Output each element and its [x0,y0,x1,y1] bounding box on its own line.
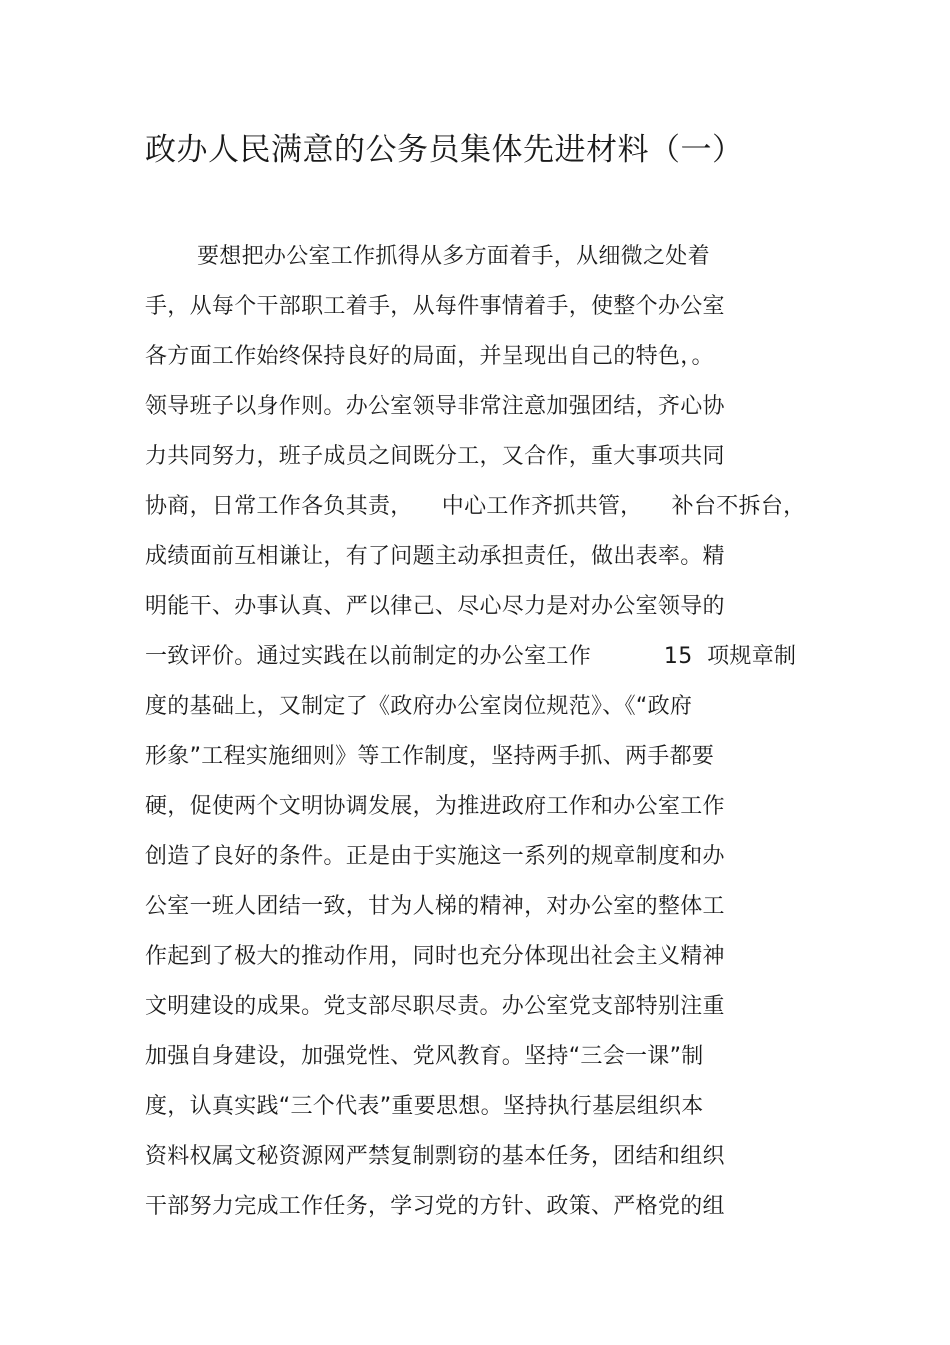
paragraph-line: 一致评价。通过实践在以前制定的办公室工作 15 项规章制 [145,644,797,669]
paragraph-line: 要想把办公室工作抓得从多方面着手，从细微之处着 [197,244,710,269]
paragraph-line: 形象”工程实施细则》等工作制度，坚持两手抓、两手都要 [145,744,715,769]
paragraph-line: 力共同努力，班子成员之间既分工，又合作，重大事项共同 [145,444,725,469]
paragraph-line: 领导班子以身作则。办公室领导非常注意加强团结，齐心协 [145,394,725,419]
paragraph-line: 硬，促使两个文明协调发展，为推进政府工作和办公室工作 [145,794,725,819]
paragraph-line: 作起到了极大的推动作用，同时也充分体现出社会主义精神 [145,944,725,969]
paragraph-line: 明能干、办事认真、严以律己、尽心尽力是对办公室领导的 [145,594,725,619]
paragraph-line: 创造了良好的条件。正是由于实施这一系列的规章制度和办 [145,844,725,869]
paragraph-line: 干部努力完成工作任务，学习党的方针、政策、严格党的组 [145,1194,725,1219]
paragraph-line: 度，认真实践“三个代表”重要思想。坚持执行基层组织本 [145,1094,704,1119]
document-body [145,236,845,1236]
paragraph-line: 度的基础上，又制定了《政府办公室岗位规范》、《“政府 [145,694,693,719]
paragraph-line: 各方面工作始终保持良好的局面，并呈现出自己的特色，。 [145,344,714,369]
paragraph-line: 成绩面前互相谦让，有了问题主动承担责任，做出表率。精 [145,544,725,569]
document-title: 政办人民满意的公务员集体先进材料（一） [145,132,744,168]
paragraph-line: 协商，日常工作各负其责， 中心工作齐抓共管， 补台不拆台， [145,494,806,519]
paragraph-line: 资料权属文秘资源网严禁复制剽窃的基本任务，团结和组织 [145,1144,725,1169]
paragraph-line: 手，从每个干部职工着手，从每件事情着手，使整个办公室 [145,294,725,319]
paragraph-line: 公室一班人团结一致，甘为人梯的精神，对办公室的整体工 [145,894,725,919]
paragraph-line: 文明建设的成果。党支部尽职尽责。办公室党支部特别注重 [145,994,725,1019]
paragraph-line: 加强自身建设，加强党性、党风教育。坚持“三会一课”制 [145,1044,704,1069]
